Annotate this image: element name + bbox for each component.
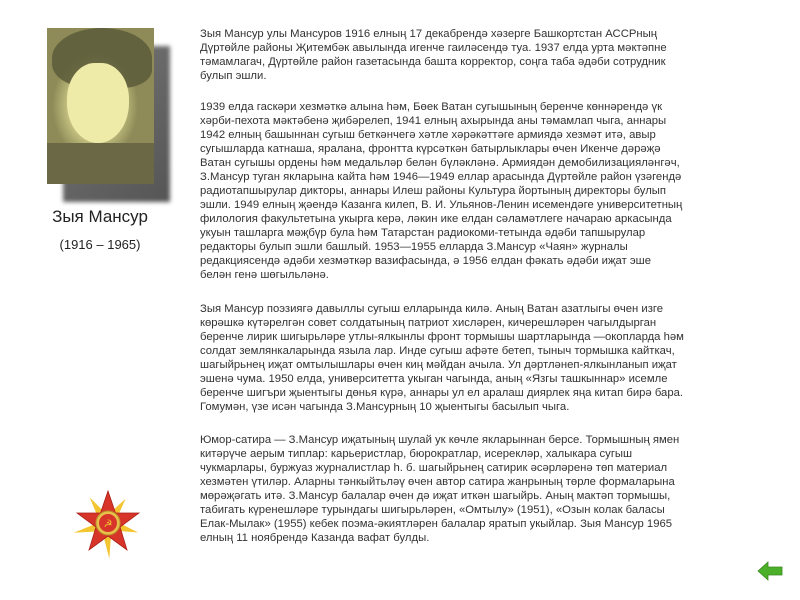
portrait-image	[47, 28, 154, 184]
text-line: елның 11 ноябрендә Казанда вафат булды.	[200, 532, 430, 544]
portrait-face	[67, 63, 129, 143]
text-line: Гомумән, үзе исән чагында З.Мансурның 10 җыентыгы басылып чыга.	[200, 401, 570, 413]
text-line: Елак-Мылак» (1955) кебек поэма-әкиятләрен балалар яратып укыйлар. Зыя Мансур 1965	[200, 518, 673, 530]
svg-text:☭: ☭	[103, 519, 113, 530]
text-line: Зыя Мансур поэзиягә давыллы сугыш елларында килә. Аның Ватан азатлыгы өчен изге	[200, 303, 664, 315]
text-line: хәрби-пехота мәктәбенә җибәрелеп, 1941 елның ахырында аны тәмамлап чыга, аннары	[200, 115, 667, 127]
author-years: (1916 – 1965)	[59, 237, 141, 252]
text-line: белән генә шөгыльләнә.	[200, 269, 329, 281]
text-line: З.Мансур туган якларына кайта һәм 1946—1949 еллар арасында Дүртөйле район үзәгендә	[200, 171, 682, 183]
paragraph-4	[200, 433, 679, 545]
text-line: тәмамлагач, Дүртөйле район газетасында башта корректор, соңга таба әдәби сотрудник	[200, 56, 666, 68]
author-name: Зыя Мансур	[52, 207, 148, 226]
text-line: Ватан сугышы ордены һәм медальләр белән бүләкләнә. Армиядән демобилизациялəнгәч,	[200, 157, 680, 169]
text-line: филология факультетына укырга керә, ләкин ике елдан сәламәтлеге начараю аркасында	[200, 213, 672, 225]
back-arrow-icon[interactable]	[757, 561, 783, 581]
paragraph-2	[200, 100, 682, 282]
paragraph-1	[200, 27, 667, 83]
text-line: эшенә чума. 1950 елда, университетта укыган чагында, аның «Язгы ташкыннар» исемле	[200, 373, 668, 385]
text-line: беренче шигъри җыентыгы дөнья күрә, аннары ул ел аралаш диярлек яңа китап бирә бара.	[200, 387, 684, 399]
text-line: сугышларда катнаша, яралана, фронтта күрсәткән батырлыклары өчен Икенче дәрәҗә	[200, 143, 661, 155]
text-line: мөрәҗәгать итә. З.Мансур балалар өчен дә иҗат иткән шагыйрь. Аның мактәп тормышы,	[200, 490, 671, 502]
text-line: беренче лирик шигырьләре утлы-ялкынлы фронт тормышы шартларында —окопларда һәм	[200, 331, 684, 343]
text-line: шагыйрьнең иҗат омтылышлары өчен киң мәйдан ачыла. Ул дәртләнеп-ялкынланып иҗат	[200, 359, 677, 371]
order-of-patriotic-war-star-icon	[72, 487, 144, 559]
portrait-coat	[47, 143, 154, 184]
text-line: табигать күренешләре турындагы шигырьләрен, «Омтылу» (1951), «Озын колак баласы	[200, 504, 665, 516]
text-line: укуын ташларга мәҗбүр була һәм Татарстан радиокоми-тетында әдәби тапшырулар	[200, 227, 646, 239]
text-line: редакциясендә әдәби хезмәткәр вазифасында, ә 1956 елдан фәкать әдәби иҗат эше	[200, 255, 651, 267]
text-line: булып эшли.	[200, 70, 267, 82]
paragraph-3	[200, 302, 684, 414]
portrait-photo	[47, 28, 154, 184]
text-line: 1942 елның башыннан сугыш беткәнчегә хәтле хәрәкәттәге армиядә хезмәт итә, авыр	[200, 129, 656, 141]
text-line: эшли. 1949 елның җәендә Казанга килеп, В. И. Ульянов-Ленин исемендәге университетның	[200, 199, 683, 211]
text-line: хезмәтен үтиләр. Аларны тәнкыйтьләү өчен автор сатира жанрының төрле формаларына	[200, 476, 675, 488]
text-line: 1939 елда гаскәри хезмәткә алына һәм, Бөек Ватан сугышының беренче көннәрендә үк	[200, 101, 663, 113]
text-line: радиотапшырулар дикторы, аннары Илеш районы Культура йортының директоры булып	[200, 185, 667, 197]
text-line: Зыя Мансур улы Мансуров 1916 елның 17 декабрендә хәзерге Башкортстан АССРның	[200, 28, 658, 40]
text-line: китәрүче аерым типлар: карьеристлар, бюрократлар, исерекләр, халыкара сугыш	[200, 448, 633, 460]
text-line: Юмор-сатира — З.Мансур иҗатының шулай ук көчле якларыннан берсе. Тормышның ямен	[200, 434, 680, 446]
text-line: редакторы булып эшли башлый. 1953—1955 елларда З.Мансур «Чаян» журналы	[200, 241, 628, 253]
text-line: чукмарлары, буржуаз журналистлар һ. б. шагыйрьнең сатирик әсәрләренә төп материал	[200, 462, 668, 474]
text-line: солдат землянкаларында языла лар. Инде сугыш афәте бетеп, тыныч тормышка кайткач,	[200, 345, 675, 357]
text-line: Дүртөйле районы Җитембәк авылында игенче гаиләсендә туа. 1937 елда урта мәктәпне	[200, 42, 667, 54]
text-line: көрәшкә күтәрелгән совет солдатының патриот хисләрен, кичерешләрен чагылдырган	[200, 317, 657, 329]
